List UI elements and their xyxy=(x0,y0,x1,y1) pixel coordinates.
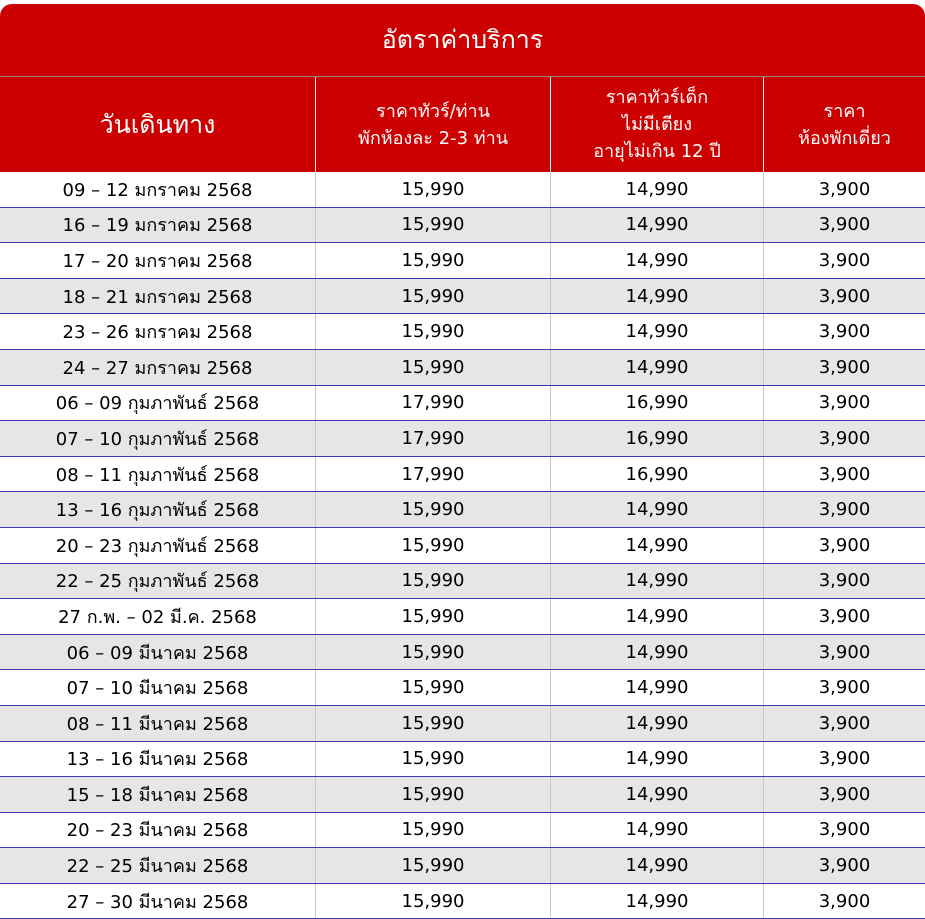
header-child-price-line-3: อายุไม่เกิน 12 ปี xyxy=(593,141,721,162)
child-price-cell: 14,990 xyxy=(551,279,764,314)
child-price-cell: 14,990 xyxy=(551,670,764,705)
child-price-cell: 16,990 xyxy=(551,386,764,421)
travel-date-cell: 20 – 23 มีนาคม 2568 xyxy=(0,813,316,848)
adult-price-cell: 15,990 xyxy=(316,243,551,278)
travel-date-cell: 06 – 09 กุมภาพันธ์ 2568 xyxy=(0,386,316,421)
single-room-cell: 3,900 xyxy=(818,321,871,343)
travel-date-cell: 09 – 12 มกราคม 2568 xyxy=(0,172,316,207)
single-room-cell: 3,900 xyxy=(818,392,871,414)
adult-price-cell: 17,990 xyxy=(316,386,551,421)
table-row xyxy=(0,564,925,600)
child-price-cell: 14,990 xyxy=(551,314,764,349)
adult-price-cell: 15,990 xyxy=(316,208,551,243)
header-adult-price-line-1: ราคาทัวร์/ท่าน xyxy=(376,100,490,122)
adult-price-cell: 17,990 xyxy=(316,457,551,492)
table-row xyxy=(0,386,925,422)
child-price-cell: 14,990 xyxy=(551,599,764,634)
travel-date-cell: 20 – 23 กุมภาพันธ์ 2568 xyxy=(0,528,316,563)
table-title xyxy=(0,4,925,76)
travel-date-cell: 07 – 10 มีนาคม 2568 xyxy=(0,670,316,705)
travel-date-cell: 18 – 21 มกราคม 2568 xyxy=(0,279,316,314)
adult-price-cell: 15,990 xyxy=(316,777,551,812)
single-room-cell: 3,900 xyxy=(818,178,871,200)
single-room-cell: 3,900 xyxy=(818,427,871,449)
header-single-room-line-1: ราคา xyxy=(823,100,866,122)
child-price-cell: 14,990 xyxy=(551,706,764,741)
single-room-cell: 3,900 xyxy=(818,463,871,485)
adult-price-cell: 15,990 xyxy=(316,279,551,314)
adult-price-cell: 15,990 xyxy=(316,350,551,385)
travel-date-cell: 15 – 18 มีนาคม 2568 xyxy=(0,777,316,812)
table-row xyxy=(0,457,925,493)
header-child-price-line-2: ไม่มีเตียง xyxy=(622,114,692,135)
table-row xyxy=(0,243,925,279)
child-price-cell: 14,990 xyxy=(551,635,764,670)
travel-date-cell: 23 – 26 มกราคม 2568 xyxy=(0,314,316,349)
travel-date-cell: 08 – 11 กุมภาพันธ์ 2568 xyxy=(0,457,316,492)
travel-date-cell: 22 – 25 กุมภาพันธ์ 2568 xyxy=(0,564,316,599)
single-room-cell: 3,900 xyxy=(818,356,871,378)
header-child-price-line-1: ราคาทัวร์เด็ก xyxy=(605,87,709,108)
table-header-row xyxy=(0,77,925,172)
child-price-cell: 14,990 xyxy=(551,777,764,812)
adult-price-cell: 15,990 xyxy=(316,314,551,349)
table-row xyxy=(0,635,925,671)
single-room-cell: 3,900 xyxy=(818,712,871,734)
travel-date-cell: 17 – 20 มกราคม 2568 xyxy=(0,243,316,278)
travel-date-cell: 06 – 09 มีนาคม 2568 xyxy=(0,635,316,670)
travel-date-cell: 13 – 16 มีนาคม 2568 xyxy=(0,742,316,777)
single-room-cell: 3,900 xyxy=(818,783,871,805)
single-room-cell: 3,900 xyxy=(818,534,871,556)
adult-price-cell: 17,990 xyxy=(316,421,551,456)
table-row xyxy=(0,599,925,635)
header-adult-price-line-2: พักห้องละ 2-3 ท่าน xyxy=(357,127,509,149)
adult-price-cell: 15,990 xyxy=(316,742,551,777)
table-row xyxy=(0,528,925,564)
single-room-cell: 3,900 xyxy=(818,819,871,841)
single-room-cell: 3,900 xyxy=(818,677,871,699)
price-table-body xyxy=(0,172,925,919)
adult-price-cell: 15,990 xyxy=(316,492,551,527)
single-room-cell: 3,900 xyxy=(818,855,871,877)
adult-price-cell: 15,990 xyxy=(316,528,551,563)
child-price-cell: 14,990 xyxy=(551,528,764,563)
child-price-cell: 16,990 xyxy=(551,457,764,492)
travel-date-cell: 07 – 10 กุมภาพันธ์ 2568 xyxy=(0,421,316,456)
adult-price-cell: 15,990 xyxy=(316,813,551,848)
single-room-cell: 3,900 xyxy=(818,605,871,627)
table-row xyxy=(0,172,925,208)
single-room-cell: 3,900 xyxy=(818,890,871,912)
child-price-cell: 14,990 xyxy=(551,208,764,243)
table-row xyxy=(0,350,925,386)
table-row xyxy=(0,884,925,919)
child-price-cell: 14,990 xyxy=(551,742,764,777)
single-room-cell: 3,900 xyxy=(818,570,871,592)
child-price-cell: 14,990 xyxy=(551,492,764,527)
travel-date-cell: 13 – 16 กุมภาพันธ์ 2568 xyxy=(0,492,316,527)
header-child-price xyxy=(551,77,764,172)
table-row xyxy=(0,208,925,244)
adult-price-cell: 15,990 xyxy=(316,884,551,919)
travel-date-cell: 22 – 25 มีนาคม 2568 xyxy=(0,848,316,883)
header-single-room-line-2: ห้องพักเดี่ยว xyxy=(798,127,891,149)
child-price-cell: 14,990 xyxy=(551,243,764,278)
single-room-cell: 3,900 xyxy=(818,214,871,236)
child-price-cell: 14,990 xyxy=(551,813,764,848)
table-row xyxy=(0,421,925,457)
table-row xyxy=(0,742,925,778)
table-row xyxy=(0,848,925,884)
adult-price-cell: 15,990 xyxy=(316,848,551,883)
child-price-cell: 14,990 xyxy=(551,848,764,883)
travel-date-cell: 27 ก.พ. – 02 มี.ค. 2568 xyxy=(0,599,316,634)
single-room-cell: 3,900 xyxy=(818,285,871,307)
single-room-cell: 3,900 xyxy=(818,249,871,271)
child-price-cell: 14,990 xyxy=(551,884,764,919)
child-price-cell: 14,990 xyxy=(551,350,764,385)
adult-price-cell: 15,990 xyxy=(316,172,551,207)
single-room-cell: 3,900 xyxy=(818,641,871,663)
travel-date-cell: 16 – 19 มกราคม 2568 xyxy=(0,208,316,243)
table-row xyxy=(0,777,925,813)
adult-price-cell: 15,990 xyxy=(316,564,551,599)
adult-price-cell: 15,990 xyxy=(316,706,551,741)
adult-price-cell: 15,990 xyxy=(316,599,551,634)
header-adult-price xyxy=(316,77,551,172)
adult-price-cell: 15,990 xyxy=(316,670,551,705)
child-price-cell: 16,990 xyxy=(551,421,764,456)
header-travel-date-line: วันเดินทาง xyxy=(99,110,216,139)
table-row xyxy=(0,492,925,528)
adult-price-cell: 15,990 xyxy=(316,635,551,670)
single-room-cell: 3,900 xyxy=(818,499,871,521)
table-row xyxy=(0,279,925,315)
single-room-cell: 3,900 xyxy=(818,748,871,770)
travel-date-cell: 24 – 27 มกราคม 2568 xyxy=(0,350,316,385)
table-row xyxy=(0,670,925,706)
child-price-cell: 14,990 xyxy=(551,564,764,599)
table-row xyxy=(0,813,925,849)
header-travel-date xyxy=(0,77,316,172)
table-title-text: อัตราค่าบริการ xyxy=(381,25,544,54)
table-row xyxy=(0,314,925,350)
travel-date-cell: 08 – 11 มีนาคม 2568 xyxy=(0,706,316,741)
child-price-cell: 14,990 xyxy=(551,172,764,207)
table-row xyxy=(0,706,925,742)
travel-date-cell: 27 – 30 มีนาคม 2568 xyxy=(0,884,316,919)
header-single-room xyxy=(764,77,925,172)
